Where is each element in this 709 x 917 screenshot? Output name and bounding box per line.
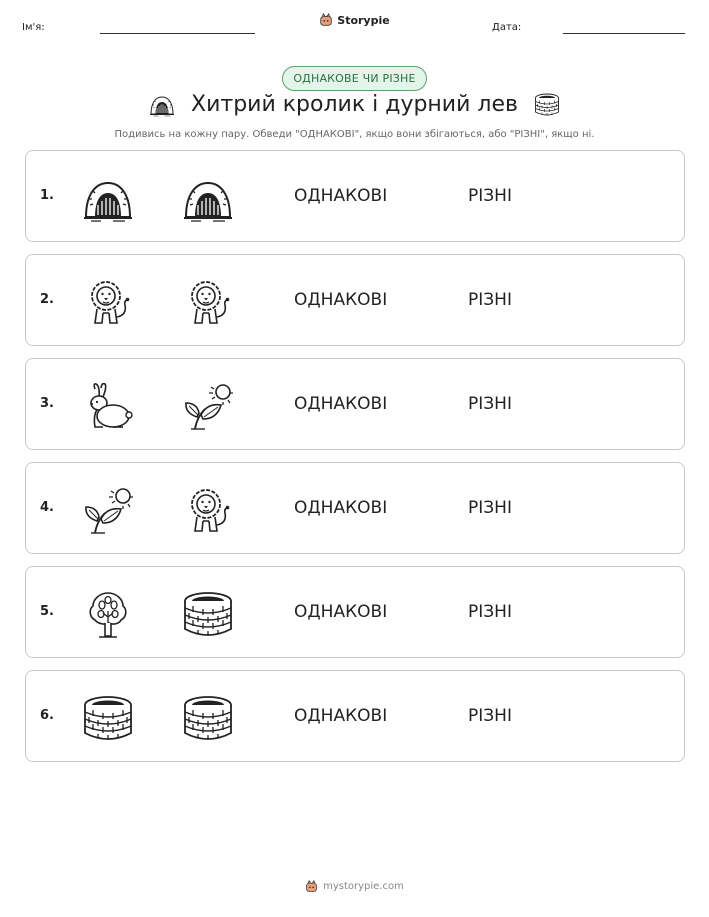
well-icon <box>183 591 233 639</box>
well-icon <box>183 695 233 743</box>
option-same[interactable]: ОДНАКОВІ <box>294 394 388 414</box>
name-field[interactable] <box>100 33 255 34</box>
brand-name: Storypie <box>337 13 390 27</box>
row-number: 2. <box>40 292 54 307</box>
cave-icon <box>183 175 233 223</box>
well-icon <box>83 695 133 743</box>
rabbit-icon <box>83 383 133 431</box>
option-same[interactable]: ОДНАКОВІ <box>294 706 388 726</box>
exercise-row-2 <box>25 254 685 346</box>
option-different[interactable]: РІЗНІ <box>468 706 512 726</box>
date-label: Дата: <box>492 22 522 33</box>
option-different[interactable]: РІЗНІ <box>468 602 512 622</box>
exercise-row-3 <box>25 358 685 450</box>
row-number: 4. <box>40 500 54 515</box>
title-row <box>0 92 709 117</box>
cave-icon <box>147 93 177 117</box>
brand-logo <box>0 13 709 27</box>
page-title: Хитрий кролик і дурний лев <box>191 92 518 117</box>
option-same[interactable]: ОДНАКОВІ <box>294 186 388 206</box>
exercise-row-1 <box>25 150 685 242</box>
name-label: Ім'я: <box>22 22 45 33</box>
date-field[interactable] <box>563 33 685 34</box>
worksheet-type-badge: ОДНАКОВЕ ЧИ РІЗНЕ <box>282 66 426 91</box>
row-number: 6. <box>40 708 54 723</box>
row-number: 1. <box>40 188 54 203</box>
storypie-mascot-icon <box>319 13 333 27</box>
option-different[interactable]: РІЗНІ <box>468 498 512 518</box>
exercise-row-6 <box>25 670 685 762</box>
exercise-row-5 <box>25 566 685 658</box>
row-number: 3. <box>40 396 54 411</box>
option-same[interactable]: ОДНАКОВІ <box>294 290 388 310</box>
plant-sun-icon <box>83 487 133 535</box>
footer-url: mystorypie.com <box>323 881 404 892</box>
lion-icon <box>83 279 133 327</box>
option-different[interactable]: РІЗНІ <box>468 394 512 414</box>
option-different[interactable]: РІЗНІ <box>468 186 512 206</box>
plant-sun-icon <box>183 383 233 431</box>
footer <box>0 880 709 893</box>
option-same[interactable]: ОДНАКОВІ <box>294 498 388 518</box>
well-icon <box>532 93 562 117</box>
exercise-row-4 <box>25 462 685 554</box>
tree-icon <box>83 591 133 639</box>
lion-icon <box>183 487 233 535</box>
option-different[interactable]: РІЗНІ <box>468 290 512 310</box>
lion-icon <box>183 279 233 327</box>
instructions: Подивись на кожну пару. Обведи "ОДНАКОВІ", якщо вони збігаються, або "РІЗНІ", якщо ні. <box>114 129 595 140</box>
option-same[interactable]: ОДНАКОВІ <box>294 602 388 622</box>
cave-icon <box>83 175 133 223</box>
storypie-mascot-icon <box>305 880 318 893</box>
row-number: 5. <box>40 604 54 619</box>
